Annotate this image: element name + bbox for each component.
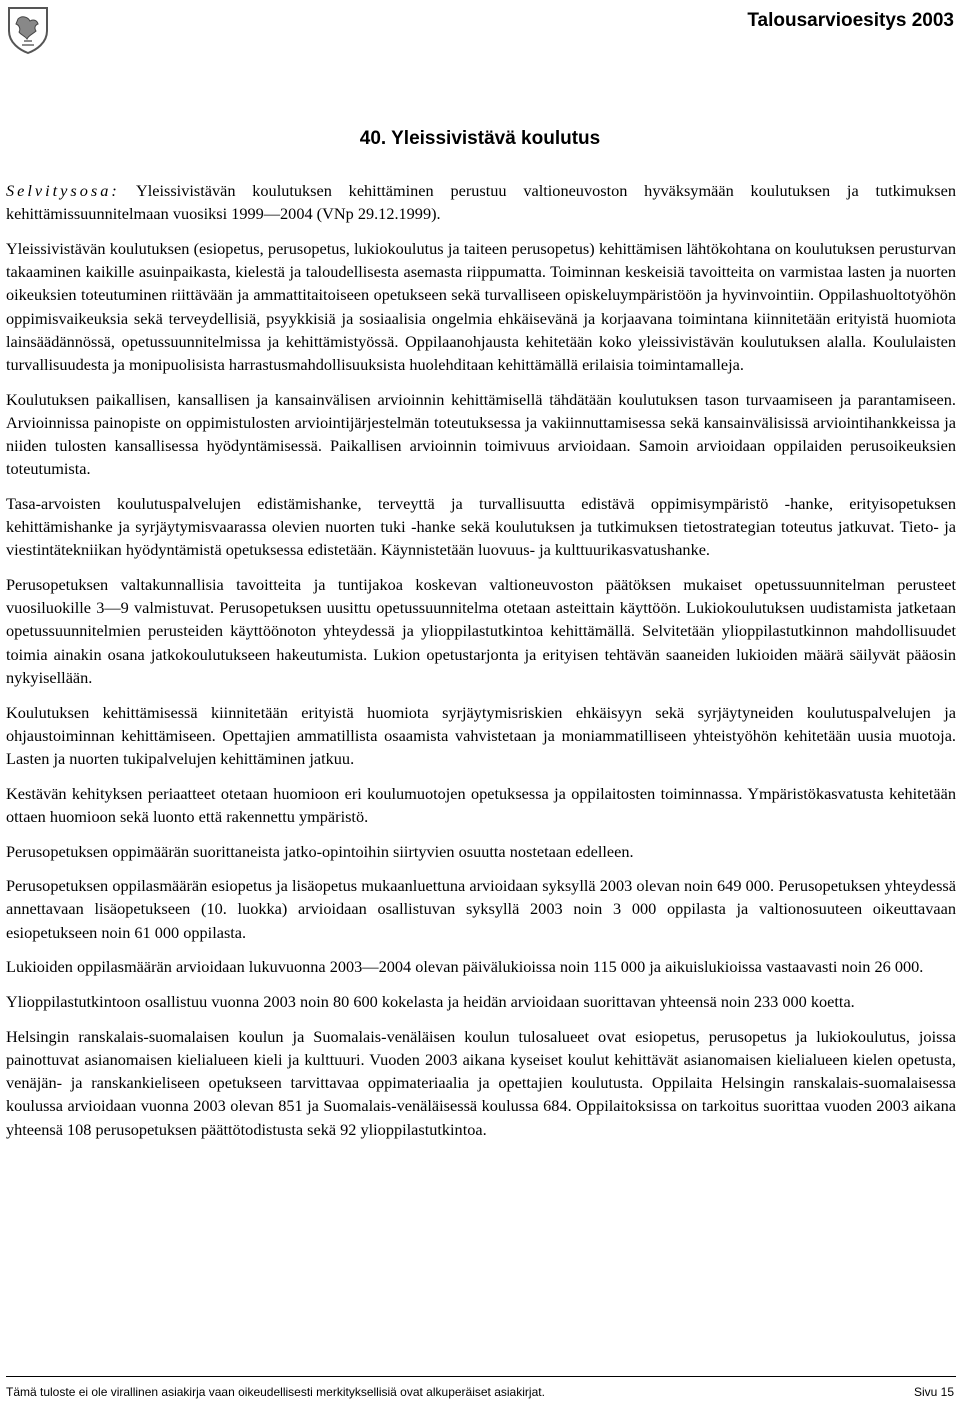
paragraph-9: Lukioiden oppilasmäärän arvioidaan lukuvuonna 2003—2004 olevan päivälukioissa noin 115 000 ja aikuislukioissa vastaavasti noin 26 000.: [6, 957, 924, 977]
paragraph-6: Kestävän kehityksen periaatteet otetaan huomioon eri koulumuotojen opetuksessa ja oppilaitosten toiminnassa. Ympäristökasvatusta kehitetään ottaen huomioon sekä luonto että rakennettu ympäristö.: [6, 783, 956, 826]
coat-of-arms-logo: [6, 5, 50, 55]
main-content: [6, 179, 956, 1152]
footer-rule: [6, 1376, 956, 1377]
paragraph-8: Perusopetuksen oppilasmäärän esiopetus ja lisäopetus mukaanluettuna arvioidaan syksyllä 2003 olevan noin 649 000. Perusopetuksen yhteydessä annettavaan lisäopetukseen (10. luokka) arvioidaan osallistuvan syksyllä 2003 noin 3 000 oppilasta ja valtionosuuteen oikeuttavaan esiopetukseen noin 61 000 oppilasta.: [6, 876, 956, 942]
paragraph-4: Perusopetuksen valtakunnallisia tavoitteita ja tuntijakoa koskevan valtioneuvoston päätöksen mukaiset opetussuunnitelman perusteet vuosiluokille 3—9 valmistuvat. Perusopetuksen uusittu opetussuunnitelma otetaan asteittain käyttöön. Lukiokoulutuksen uudistamista jatketaan opetussuunnitelmien perusteiden käyttöönoton yhteydessä ja ylioppilastutkintoa kehittämällä. Selvitetään ylioppilastutkinnon mahdollisuudet toimia ainakin osana jatkokoulutukseen hakeutumista. Lukion opetustarjonta ja erityisen tehtävän saaneiden lukioiden määrä säilyvät pääosin nykyisellään.: [6, 575, 956, 687]
paragraph-7: Perusopetuksen oppimäärän suorittaneista jatko-opintoihin siirtyvien osuutta nostetaan edelleen.: [6, 841, 634, 861]
paragraph-10: Ylioppilastutkintoon osallistuu vuonna 2003 noin 80 600 kokelasta ja heidän arvioidaan suorittavan yhteensä noin 233 000 koetta.: [6, 992, 855, 1012]
paragraph-3: Tasa-arvoisten koulutuspalvelujen edistämishanke, terveyttä ja turvallisuutta edistävä oppimisympäristö -hanke, erityisopetuksen kehittämishanke ja syrjäytymisvaarassa olevien nuorten tuki -hanke sekä koulutuksen ja tutkimuksen tietostrategian toteutus jatkuvat. Tieto- ja viestintätekniikan hyödyntämistä opetuksessa edistetään. Käynnistetään luovuus- ja kulttuurikasvatushanke.: [6, 493, 956, 560]
paragraph-2: Koulutuksen paikallisen, kansallisen ja kansainvälisen arvioinnin kehittämisellä tähdätään koulutuksen tason turvaamiseen ja parantamiseen. Arvioinnissa painopiste on oppimistulosten arviointijärjestelmän toteutuksessa ja vakiinnuttamisessa sekä kansainvälisissä arviointihankkeissa ja niiden tulosten kansallisessa hyödyntämisessä. Paikallisen arvioinnin toimivuus arvioidaan. Samoin arvioidaan oppilaiden perusoikeuksien toteutumista.: [6, 389, 956, 479]
chapter-title: 40. Yleissivistävä koulutus: [359, 128, 601, 149]
paragraph-1: Yleissivistävän koulutuksen (esiopetus, perusopetus, lukiokoulutus ja taiteen perusopetus) kehittämisen lähtökohtana on koulutuksen perusturvan takaaminen kaikille asuinpaikasta, kielestä ja taloudellisesta asemasta riippumatta. Toiminnan keskeisiä tavoitteita on varmistaa lasten ja nuorten oikeuksien toteutuminen riittävään ja ammattitaitoiseen opetukseen sekä turvalliseen opiskeluympäristöön ja hyvinvointiin. Oppilashuoltotyöhön oppimisvaikeuksia sekä terveydellisiä, psyykkisiä ja sosiaalisia ongelmia ehkäisevänä ja korjaavana toimintana kiinnitetään erityistä huomiota lainsäädännössä, opetussuunnitelmissa ja kehittämistyössä. Oppilaanohjausta kehitetään koko yleissivistävän koulutuksen alalla. Koululaisten turvallisuudesta ja monipuolisista harrastusmahdollisuuksista huolehditaan kehittämällä erilaisia toimintamalleja.: [6, 238, 956, 374]
paragraph-11: Helsingin ranskalais-suomalaisen koulun ja Suomalais-venäläisen koulun tulosalueet ovat esiopetus, perusopetus ja lukiokoulutus, joissa painottuvat asianomaisen kielialueen kieli ja kulttuuri. Vuoden 2003 aikana kyseiset koulut kehittävät asianomaisen kielialueen kielen opetusta, venäjän- ja ranskankieliseen opetukseen tarvittavaa oppimateriaalia ja opettajien koulutusta. Oppilaita Helsingin ranskalais-suomalaisessa koulussa arvioidaan vuonna 2003 olevan 851 ja Suomalais-venäläisessä koulussa 684. Oppilaitoksissa on tarkoitus suorittaa vuoden 2003 aikana yhteensä 108 perusopetuksen päättötodistusta sekä 92 ylioppilastutkintoa.: [6, 1026, 956, 1139]
footer-disclaimer: Tämä tuloste ei ole virallinen asiakirja vaan oikeudellisesti merkityksellisiä ovat alkuperäiset asiakirjat.: [6, 1385, 545, 1399]
document-title: Talousarvioesitys 2003: [747, 10, 954, 31]
page-number: Sivu 15: [913, 1385, 954, 1399]
paragraph-5: Koulutuksen kehittämisessä kiinnitetään erityistä huomiota syrjäytymisriskien ehkäisyyn sekä syrjäytyneiden koulutuspalvelujen ja ohjaustoiminnan kehittämiseen. Opettajien ammatillista osaamista vahvistetaan ja moniammatilliseen yhteistyöhön kehitetään uusia muotoja. Lasten ja nuorten tukipalvelujen kehittäminen jatkuu.: [6, 702, 956, 768]
intro-text: Yleissivistävän koulutuksen kehittäminen perustuu valtioneuvoston hyväksymään koulutuksen ja tutkimuksen kehittämissuunnitelmaan vuosiksi 1999—2004 (VNp 29.12.1999).: [6, 181, 956, 224]
intro-lead: Selvitysosa:: [6, 181, 120, 200]
intro-paragraph: [6, 179, 956, 225]
